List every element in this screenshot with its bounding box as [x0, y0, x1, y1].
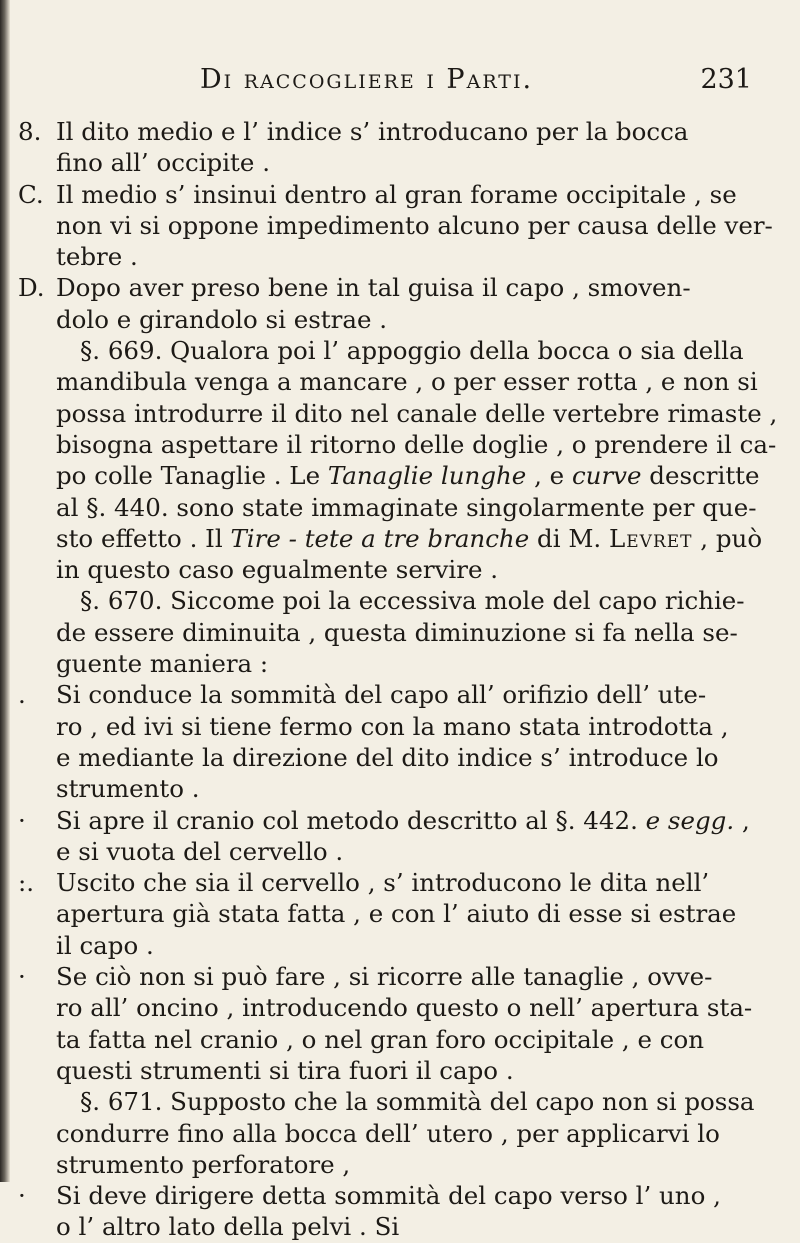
item-marker: ·	[18, 1181, 26, 1211]
text-line	[0, 1055, 800, 1086]
text-run: Il dito medio e l’ indice s’ introducano per la bocca	[56, 117, 689, 146]
text-run: al §. 440. sono state immaginate singolarmente per que-	[56, 492, 757, 522]
text-run: Uscito che sia il cervello , s’ introducono le dita nell’	[56, 868, 710, 898]
text-line	[0, 1149, 800, 1180]
line-text	[56, 898, 736, 929]
text-line	[0, 179, 800, 210]
line-text	[56, 867, 709, 898]
line-text	[56, 554, 498, 585]
line-text	[56, 366, 758, 397]
text-run: sto effetto . Il	[56, 523, 231, 553]
text-run: fino all’ occipite .	[56, 148, 270, 178]
text-run: questi strumenti si tira fuori il capo .	[56, 1055, 514, 1085]
item-marker: :.	[18, 868, 35, 898]
text-run: Se ciò non si può fare , si ricorre alle tanaglie , ovve-	[56, 962, 713, 992]
text-line	[0, 210, 800, 241]
text-line	[0, 805, 800, 836]
text-line	[0, 585, 800, 616]
text-line	[0, 335, 800, 366]
text-line	[0, 1118, 800, 1149]
text-run: , e	[526, 461, 572, 491]
text-run: Tire - tete a tre branche	[230, 523, 530, 553]
line-text	[80, 335, 744, 366]
line-text	[56, 1055, 514, 1086]
text-run: bisogna aspettare il ritorno delle doglie , o prendere il ca-	[56, 429, 777, 459]
line-text	[56, 304, 387, 335]
line-text	[56, 492, 756, 523]
text-line	[0, 930, 800, 961]
line-text	[56, 116, 688, 147]
text-line	[0, 1024, 800, 1055]
text-line	[0, 1180, 800, 1211]
line-text	[56, 711, 729, 742]
line-text	[56, 1180, 721, 1211]
item-marker: .	[18, 680, 26, 710]
running-title: Di raccogliere i Parti.	[200, 64, 534, 95]
text-line	[0, 304, 800, 335]
body-text	[0, 116, 800, 1243]
text-run: in questo caso egualmente servire .	[56, 555, 499, 585]
text-line	[0, 711, 800, 742]
text-line	[0, 398, 800, 429]
text-line	[0, 648, 800, 679]
text-run: condurre fino alla bocca dell’ utero , per applicarvi lo	[56, 1118, 720, 1148]
line-text	[56, 523, 762, 554]
text-run: il capo .	[56, 930, 154, 960]
line-text	[56, 1211, 399, 1242]
text-run: descritte	[641, 461, 760, 491]
text-run: non vi si oppone impedimento alcuno per causa delle ver-	[56, 210, 773, 240]
text-run: curve	[571, 461, 642, 491]
text-line	[0, 460, 800, 491]
text-line	[0, 272, 800, 303]
text-line	[0, 492, 800, 523]
line-text	[56, 1149, 350, 1180]
line-text	[56, 930, 154, 961]
text-run: strumento .	[56, 774, 200, 804]
text-run: mandibula venga a mancare , o per esser rotta , e non si	[56, 367, 758, 397]
text-run: §. 669. Qualora poi l’ appoggio della bocca o sia della	[80, 336, 744, 366]
text-run: ,	[734, 805, 750, 835]
line-text	[56, 648, 268, 679]
text-run: e si vuota del cervello .	[56, 836, 344, 866]
line-text	[56, 460, 760, 491]
text-run: §. 670. Siccome poi la eccessiva mole del capo richie-	[80, 586, 745, 616]
line-text	[80, 1086, 755, 1117]
text-run: possa introdurre il dito nel canale delle vertebre rimaste ,	[56, 398, 778, 428]
text-line	[0, 867, 800, 898]
text-line	[0, 1086, 800, 1117]
text-line	[0, 898, 800, 929]
line-text	[56, 992, 752, 1023]
text-line	[0, 366, 800, 397]
line-text	[56, 429, 776, 460]
text-run: Levret	[608, 523, 693, 553]
text-run: e mediante la direzione del dito indice s’ introduce lo	[56, 742, 719, 772]
text-run: Tanaglie lunghe	[327, 461, 527, 491]
line-text	[56, 742, 719, 773]
line-text	[56, 210, 773, 241]
text-run: apertura già stata fatta , e con l’ aiuto di esse si estrae	[56, 899, 737, 929]
text-run: po colle Tanaglie . Le	[56, 461, 328, 491]
text-line	[0, 836, 800, 867]
text-run: o l’ altro lato della pelvi . Si	[56, 1212, 400, 1242]
item-marker: C.	[18, 179, 44, 209]
line-text	[56, 147, 270, 178]
text-run: Si deve dirigere detta sommità del capo verso l’ uno ,	[56, 1181, 721, 1211]
line-text	[80, 585, 745, 616]
text-run: Dopo aver preso bene in tal guisa il capo , smoven-	[56, 273, 691, 303]
text-run: guente maniera :	[56, 649, 269, 679]
item-marker: ·	[18, 805, 26, 835]
line-text	[56, 773, 200, 804]
text-line	[0, 241, 800, 272]
item-marker: ·	[18, 962, 26, 992]
text-line	[0, 554, 800, 585]
text-run: de essere diminuita , questa diminuzione si fa nella se-	[56, 617, 738, 647]
text-line	[0, 617, 800, 648]
line-text	[56, 679, 706, 710]
text-run: Il medio s’ insinui dentro al gran forame occipitale , se	[56, 179, 737, 209]
text-line	[0, 429, 800, 460]
text-line	[0, 147, 800, 178]
text-line	[0, 116, 800, 147]
text-run: strumento perforatore ,	[56, 1149, 351, 1179]
line-text	[56, 1024, 704, 1055]
text-run: ro , ed ivi si tiene fermo con la mano stata introdotta ,	[56, 711, 729, 741]
item-marker: D.	[18, 273, 45, 303]
line-text	[56, 1118, 720, 1149]
text-line	[0, 992, 800, 1023]
text-run: ro all’ oncino , introducendo questo o nell’ apertura sta-	[56, 993, 753, 1023]
line-text	[56, 272, 691, 303]
item-marker: 8.	[18, 117, 42, 146]
line-text	[56, 179, 737, 210]
text-line	[0, 742, 800, 773]
text-run: §. 671. Supposto che la sommità del capo non si possa	[80, 1087, 755, 1117]
text-run: tebre .	[56, 242, 138, 272]
line-text	[56, 398, 777, 429]
text-line	[0, 961, 800, 992]
text-line	[0, 523, 800, 554]
line-text	[56, 805, 750, 836]
text-run: dolo e girandolo si estrae .	[56, 304, 388, 334]
text-run: Si conduce la sommità del capo all’ orifizio dell’ ute-	[56, 680, 707, 710]
page-number: 231	[700, 64, 752, 95]
line-text	[56, 241, 138, 272]
text-run: e segg.	[645, 805, 735, 835]
line-text	[56, 836, 343, 867]
running-head	[60, 64, 760, 104]
text-run: di M.	[529, 523, 609, 553]
line-text	[56, 617, 738, 648]
text-run: , può	[692, 523, 763, 553]
text-run: ta fatta nel cranio , o nel gran foro occipitale , e con	[56, 1024, 704, 1054]
text-line	[0, 773, 800, 804]
line-text	[56, 961, 712, 992]
text-run: Si apre il cranio col metodo descritto al §. 442.	[56, 805, 646, 835]
text-line	[0, 1211, 800, 1242]
text-line	[0, 679, 800, 710]
